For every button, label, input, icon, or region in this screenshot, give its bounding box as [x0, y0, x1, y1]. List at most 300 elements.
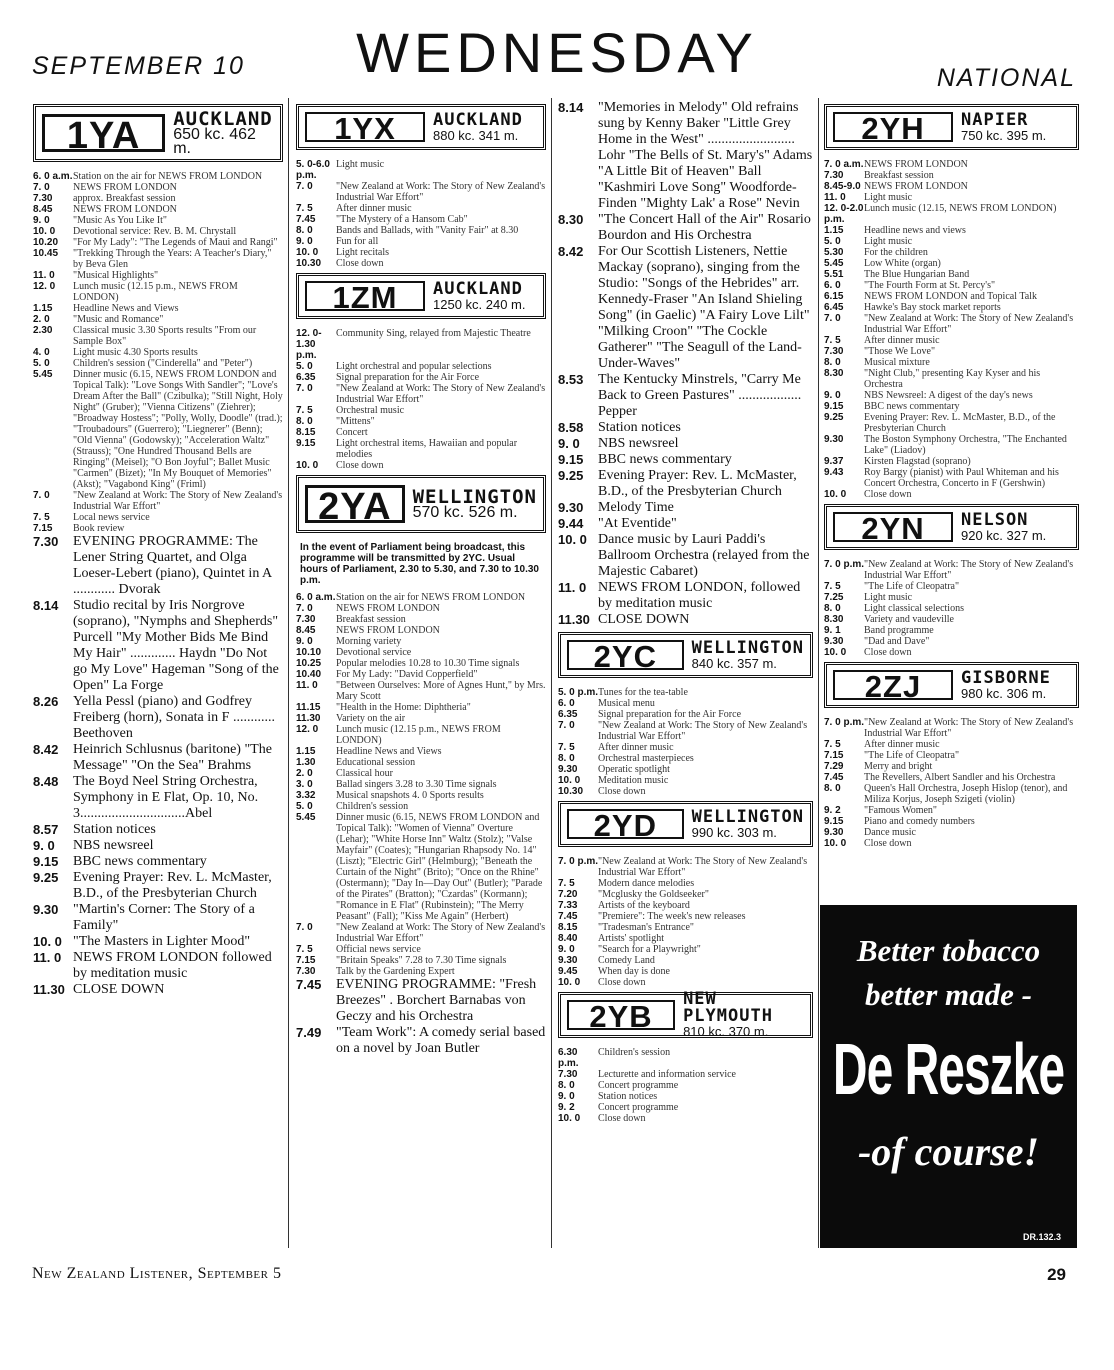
- schedule-time: 7. 5: [33, 512, 50, 523]
- schedule-description: Station on the air for NEWS FROM LONDON: [73, 171, 263, 182]
- station-frequency: 810 kc. 370 m.: [683, 1024, 769, 1039]
- schedule-item: [558, 436, 813, 452]
- schedule-description: Concert programme: [598, 1080, 679, 1091]
- schedule-time: 9.43: [824, 467, 844, 478]
- schedule-time: 7. 0: [558, 720, 575, 731]
- schedule-description: Melody Time: [598, 500, 674, 515]
- schedule-time: 6.35: [296, 372, 316, 383]
- schedule-description: "New Zealand at Work: The Story of New Zealand's Industrial War Effort": [864, 559, 1074, 581]
- schedule-time: 10. 0: [558, 977, 581, 988]
- schedule-time: 7.15: [824, 750, 844, 761]
- schedule-item: [296, 361, 546, 372]
- schedule-item: [824, 581, 1079, 592]
- schedule-time: 10.40: [296, 669, 322, 680]
- station-frequency: 920 kc. 327 m.: [961, 527, 1047, 543]
- schedule-item: [33, 512, 283, 523]
- schedule-time: 6.15: [824, 291, 844, 302]
- schedule-time: 9.25: [33, 870, 59, 885]
- schedule-item: [296, 757, 546, 768]
- station-city: WELLINGTON: [691, 637, 804, 658]
- schedule-description: Artists of the keyboard: [598, 900, 690, 911]
- schedule-description: "The Life of Cleopatra": [864, 581, 960, 592]
- schedule-item: [33, 270, 283, 281]
- schedule-item: [558, 612, 813, 628]
- schedule-time: 5. 0 p.m.: [558, 687, 599, 698]
- schedule-item: [296, 225, 546, 236]
- schedule-time: 10.30: [558, 786, 584, 797]
- schedule-time: 8. 0: [824, 357, 841, 368]
- schedule-description: Station on the air for NEWS FROM LONDON: [336, 592, 526, 603]
- schedule-description: Light music 4.30 Sports results: [73, 347, 198, 358]
- schedule-time: 10. 0: [296, 460, 319, 471]
- schedule-description: Light music: [864, 236, 913, 247]
- schedule-time: 7. 5: [558, 742, 575, 753]
- schedule-time: 7. 5: [824, 739, 841, 750]
- schedule-time: 5. 0: [296, 801, 313, 812]
- schedule-description: Local news service: [73, 512, 150, 523]
- schedule-description: Operatic spotlight: [598, 764, 670, 775]
- schedule-item: [824, 783, 1079, 805]
- schedule-description: Evening Prayer: Rev. L. McMaster, B.D., of the Presbyterian Church: [73, 870, 272, 901]
- schedule-time: 12. 0-2.0 p.m.: [824, 203, 864, 225]
- station-2yd: [558, 801, 813, 847]
- schedule-description: Lecturette and information service: [598, 1069, 736, 1080]
- schedule-time: 7. 5: [824, 335, 841, 346]
- schedule-item: [824, 412, 1079, 434]
- schedule-time: 7.30: [296, 966, 316, 977]
- station-frequency: 1250 kc. 240 m.: [433, 296, 526, 312]
- schedule-time: 5.45: [33, 369, 53, 380]
- schedule-time: 11. 0: [33, 270, 55, 281]
- schedule-item: [824, 280, 1079, 291]
- schedule-time: 8.30: [824, 614, 844, 625]
- schedule-time: 7.15: [296, 955, 316, 966]
- schedule-time: 7.45: [824, 772, 844, 783]
- schedule-description: "New Zealand at Work: The Story of New Zealand's Industrial War Effort": [336, 181, 546, 203]
- schedule-description: Community Sing, relayed from Majestic Theatre: [336, 328, 531, 339]
- station-2yc: [558, 632, 813, 678]
- schedule-item: [33, 171, 283, 182]
- schedule-description: "For My Lady": "The Legends of Maui and Rangi": [73, 237, 278, 248]
- schedule-time: 8.58: [558, 420, 584, 435]
- schedule-description: Yella Pessl (piano) and Godfrey Freiberg (horn), Sonata in F ............ Beethoven: [73, 694, 275, 741]
- station-city: WELLINGTON: [691, 806, 804, 827]
- schedule-description: Modern dance melodies: [598, 878, 695, 889]
- schedule-item: [824, 489, 1079, 500]
- schedule-list: [296, 328, 546, 471]
- station-2yh: [824, 104, 1079, 150]
- schedule-item: [824, 772, 1079, 783]
- schedule-item: [824, 636, 1079, 647]
- schedule-time: 10. 0: [33, 934, 62, 949]
- schedule-item: [824, 302, 1079, 313]
- schedule-item: [296, 625, 546, 636]
- schedule-description: "At Eventide": [598, 516, 677, 531]
- schedule-description: Heinrich Schlusnus (baritone) "The Message" "On the Sea" Brahms: [73, 742, 272, 773]
- schedule-time: 8.45-9.0: [824, 181, 861, 192]
- schedule-description: "New Zealand at Work: The Story of New Zealand's Industrial War Effort": [864, 313, 1074, 335]
- column-3: [558, 100, 813, 1124]
- schedule-item: [824, 816, 1079, 827]
- ad-line: Better tobacco: [856, 933, 1041, 968]
- schedule-description: The Kentucky Minstrels, "Carry Me Back to Green Pastures" .................. Pepper: [598, 372, 802, 419]
- schedule-item: [558, 911, 813, 922]
- schedule-item: [296, 977, 546, 1025]
- schedule-item: [33, 742, 283, 774]
- schedule-item: [824, 159, 1079, 170]
- schedule-description: Light classical selections: [864, 603, 964, 614]
- schedule-time: 5.45: [824, 258, 844, 269]
- schedule-description: Book review: [73, 523, 125, 534]
- schedule-item: [296, 247, 546, 258]
- schedule-description: Musical menu: [598, 698, 655, 709]
- schedule-time: 6.45: [824, 302, 844, 313]
- schedule-item: [33, 902, 283, 934]
- schedule-time: 7. 5: [558, 878, 575, 889]
- schedule-item: [824, 739, 1079, 750]
- schedule-item: [824, 269, 1079, 280]
- schedule-item: [296, 405, 546, 416]
- schedule-description: "Dad and Dave": [864, 636, 930, 647]
- schedule-time: 8.40: [558, 933, 578, 944]
- schedule-description: The Blue Hungarian Band: [864, 269, 970, 280]
- schedule-item: [296, 801, 546, 812]
- schedule-list: [824, 717, 1079, 849]
- schedule-item: [296, 669, 546, 680]
- schedule-description: Evening Prayer: Rev. L. McMaster, B.D., of the Presbyterian Church: [864, 412, 1056, 434]
- schedule-item: [296, 203, 546, 214]
- schedule-time: 9.30: [558, 500, 584, 515]
- schedule-time: 9.15: [824, 401, 844, 412]
- schedule-time: 7. 5: [296, 944, 313, 955]
- schedule-description: Band programme: [864, 625, 934, 636]
- schedule-item: [33, 193, 283, 204]
- schedule-description: NEWS FROM LONDON: [864, 159, 968, 170]
- schedule-item: [824, 291, 1079, 302]
- schedule-item: [824, 203, 1079, 225]
- schedule-item: [296, 955, 546, 966]
- schedule-time: 1.30: [296, 757, 316, 768]
- schedule-description: Headline news and views: [864, 225, 966, 236]
- schedule-description: Close down: [598, 786, 646, 797]
- schedule-time: 7. 0: [33, 490, 50, 501]
- schedule-description: NEWS FROM LONDON followed by meditation music: [73, 950, 272, 981]
- column-divider: [818, 98, 819, 1248]
- schedule-item: [558, 1091, 813, 1102]
- schedule-description: "Those We Love": [864, 346, 936, 357]
- schedule-description: Close down: [864, 489, 912, 500]
- schedule-item: [558, 720, 813, 742]
- schedule-item: [558, 977, 813, 988]
- schedule-item: [296, 258, 546, 269]
- schedule-description: The Boston Symphony Orchestra, "The Enchanted Lake" (Liadov): [864, 434, 1067, 456]
- schedule-description: Dinner music (6.15, NEWS FROM LONDON and Topical Talk): "Women of Vienna" Overture (Lehar); "White Horse Inn" Waltz (Stolz); "Valse Mayfair" (Coates); "Hungarian Rhapsody No. 14" (Liszt); "Electric Girl" (Helmburg); "Beneath the Curtain of the Night" (Brito); "Once on the Rhine" (Ostermann); "Day In—Day Out" (Butler); "Parade of the Pirates" (Bratton); "Czardas" (Kormann); "Romance in E Flat" (Rubinstein); "The Merry Peasant" (Fall); "Kiss Me Again" (Herbert): [336, 812, 543, 922]
- schedule-time: 9.30: [558, 955, 578, 966]
- schedule-item: [33, 281, 283, 303]
- schedule-time: 7.30: [824, 346, 844, 357]
- schedule-description: "Music As You Like It": [73, 215, 168, 226]
- schedule-time: 9.15: [33, 854, 59, 869]
- schedule-time: 7.45: [296, 977, 322, 992]
- schedule-time: 9.15: [296, 438, 316, 449]
- schedule-time: 8. 0: [558, 1080, 575, 1091]
- schedule-description: Children's session: [336, 801, 409, 812]
- schedule-time: 8. 0: [296, 225, 313, 236]
- schedule-time: 3.32: [296, 790, 316, 801]
- schedule-item: [824, 434, 1079, 456]
- schedule-item: [824, 390, 1079, 401]
- schedule-time: 7.15: [33, 523, 53, 534]
- schedule-time: 10. 0: [558, 775, 581, 786]
- schedule-item: [824, 368, 1079, 390]
- schedule-description: After dinner music: [598, 742, 674, 753]
- schedule-description: BBC news commentary: [598, 452, 732, 467]
- station-call-sign: 2YC: [567, 640, 684, 670]
- schedule-item: [558, 933, 813, 944]
- schedule-time: 9. 0: [558, 1091, 575, 1102]
- schedule-list: [558, 1047, 813, 1124]
- schedule-item: [824, 258, 1079, 269]
- schedule-time: 4. 0: [33, 347, 50, 358]
- schedule-list: [296, 159, 546, 269]
- schedule-time: 7.49: [296, 1025, 322, 1040]
- schedule-item: [558, 452, 813, 468]
- schedule-description: NEWS FROM LONDON: [73, 182, 177, 193]
- schedule-item: [296, 603, 546, 614]
- schedule-description: Headline News and Views: [73, 303, 179, 314]
- schedule-description: "New Zealand at Work: The Story of New Zealand's Industrial War Effort": [336, 922, 546, 944]
- header-date: SEPTEMBER 10: [32, 52, 245, 80]
- schedule-description: Close down: [864, 647, 912, 658]
- schedule-description: NBS newsreel: [73, 838, 154, 853]
- schedule-description: Bands and Ballads, with "Vanity Fair" at 8.30: [336, 225, 519, 236]
- schedule-time: 8.14: [33, 598, 59, 613]
- schedule-time: 1.15: [33, 303, 53, 314]
- schedule-item: [558, 764, 813, 775]
- schedule-item: [296, 614, 546, 625]
- schedule-item: [824, 717, 1079, 739]
- schedule-time: 9. 1: [824, 625, 841, 636]
- schedule-description: The Revellers, Albert Sandler and his Orchestra: [864, 772, 1056, 783]
- schedule-item: [824, 592, 1079, 603]
- schedule-item: [33, 870, 283, 902]
- station-2zj: [824, 662, 1079, 708]
- column-divider: [551, 98, 552, 1248]
- schedule-time: 6.35: [558, 709, 578, 720]
- schedule-description: Breakfast session: [864, 170, 934, 181]
- station-frequency: 650 kc. 462 m.: [173, 125, 256, 157]
- schedule-description: "The Life of Cleopatra": [864, 750, 960, 761]
- schedule-list: [296, 977, 546, 1057]
- schedule-description: Light orchestral items, Hawaiian and popular melodies: [336, 438, 518, 460]
- schedule-time: 7. 0: [296, 181, 313, 192]
- schedule-item: [824, 357, 1079, 368]
- schedule-item: [824, 603, 1079, 614]
- schedule-item: [33, 204, 283, 215]
- schedule-item: [33, 934, 283, 950]
- station-call-sign: 1YX: [305, 112, 425, 142]
- column-divider: [288, 98, 289, 1248]
- parliament-note: In the event of Parliament being broadcast, this programme will be transmitted by 2YC. Usual hours of Parliament, 2.30 to 5.30, and 7.30 to 10.30 p.m.: [300, 542, 539, 586]
- schedule-description: Close down: [598, 977, 646, 988]
- schedule-item: [558, 372, 813, 420]
- schedule-item: [296, 214, 546, 225]
- schedule-description: Concert programme: [598, 1102, 679, 1113]
- schedule-item: [824, 181, 1079, 192]
- station-city: NAPIER: [961, 109, 1029, 130]
- station-call-sign: 2YH: [833, 112, 953, 142]
- schedule-item: [558, 775, 813, 786]
- schedule-description: Station notices: [73, 822, 156, 837]
- schedule-description: Hawke's Bay stock market reports: [864, 302, 1001, 313]
- schedule-time: 5.45: [296, 812, 316, 823]
- schedule-time: 10. 0: [824, 489, 847, 500]
- schedule-item: [824, 838, 1079, 849]
- schedule-time: 5.51: [824, 269, 844, 280]
- schedule-item: [296, 372, 546, 383]
- schedule-item: [558, 516, 813, 532]
- schedule-description: Variety on the air: [336, 713, 406, 724]
- schedule-description: "New Zealand at Work: The Story of New Zealand's Industrial War Effort": [336, 383, 546, 405]
- page-number: 29: [1047, 1265, 1066, 1284]
- schedule-time: 10.25: [296, 658, 322, 669]
- column-1: [33, 100, 283, 998]
- schedule-description: Orchestral music: [336, 405, 405, 416]
- schedule-item: [33, 226, 283, 237]
- schedule-item: [296, 724, 546, 746]
- station-city: AUCKLAND: [173, 107, 273, 130]
- schedule-description: Talk by the Gardening Expert: [336, 966, 455, 977]
- schedule-time: 7. 0: [296, 383, 313, 394]
- schedule-item: [33, 347, 283, 358]
- schedule-time: 11.30: [296, 713, 321, 724]
- schedule-item: [824, 456, 1079, 467]
- schedule-description: For the children: [864, 247, 928, 258]
- schedule-time: 10. 0: [296, 247, 319, 258]
- schedule-description: Tunes for the tea-table: [598, 687, 688, 698]
- schedule-item: [33, 369, 283, 490]
- schedule-time: 7. 5: [296, 405, 313, 416]
- schedule-item: [296, 383, 546, 405]
- schedule-time: 5. 0: [824, 236, 841, 247]
- tobacco-advertisement: [820, 905, 1077, 1248]
- schedule-time: 7. 0 a.m.: [824, 159, 864, 170]
- station-frequency: 880 kc. 341 m.: [433, 127, 519, 143]
- schedule-description: NEWS FROM LONDON: [73, 204, 177, 215]
- schedule-time: 7. 0 p.m.: [824, 717, 865, 728]
- schedule-description: NEWS FROM LONDON: [864, 181, 968, 192]
- schedule-item: [824, 335, 1079, 346]
- schedule-description: "Famous Women": [864, 805, 938, 816]
- schedule-description: Close down: [598, 1113, 646, 1124]
- schedule-item: [33, 182, 283, 193]
- schedule-description: Dance music by Lauri Paddi's Ballroom Orchestra (relayed from the Majestic Cabaret): [598, 532, 810, 579]
- schedule-description: Close down: [336, 258, 384, 269]
- schedule-item: [558, 786, 813, 797]
- schedule-description: For Our Scottish Listeners, Nettie Mackay (soprano), singing from the Studio: "Songs of the Hebrides" arr. Kennedy-Fraser "An Island Shieling Song" (in Gaelic) "A Fairy Love Lilt" "Milking Croon" "The Cockle Gatherer" "The Seagull of the Land-Under-Waves": [598, 244, 810, 371]
- schedule-description: Low White (organ): [864, 258, 941, 269]
- schedule-description: "Musical Highlights": [73, 270, 159, 281]
- station-city: NELSON: [961, 509, 1029, 530]
- schedule-description: BBC news commentary: [864, 401, 960, 412]
- schedule-time: 3. 0: [296, 779, 313, 790]
- schedule-item: [33, 982, 283, 998]
- schedule-item: [33, 822, 283, 838]
- schedule-time: 7.30: [296, 614, 316, 625]
- schedule-time: 11. 0: [824, 192, 846, 203]
- schedule-item: [296, 944, 546, 955]
- footer-publication: New Zealand Listener, September 5: [32, 1265, 282, 1282]
- schedule-description: Classical hour: [336, 768, 393, 779]
- schedule-time: 11. 0: [296, 680, 318, 691]
- schedule-item: [296, 636, 546, 647]
- schedule-time: 8.42: [558, 244, 584, 259]
- schedule-description: For My Lady: "David Copperfield": [336, 669, 478, 680]
- schedule-time: 2. 0: [33, 314, 50, 325]
- schedule-time: 7. 0: [33, 182, 50, 193]
- schedule-description: Station notices: [598, 420, 681, 435]
- schedule-time: 10. 0: [558, 1113, 581, 1124]
- schedule-time: 8.30: [558, 212, 584, 227]
- schedule-item: [296, 658, 546, 669]
- schedule-item: [558, 100, 813, 212]
- schedule-description: "The Mystery of a Hansom Cab": [336, 214, 468, 225]
- schedule-item: [558, 212, 813, 244]
- schedule-time: 7.45: [558, 911, 578, 922]
- schedule-item: [33, 774, 283, 822]
- schedule-item: [296, 746, 546, 757]
- schedule-time: 9. 0: [296, 636, 313, 647]
- schedule-item: [558, 1080, 813, 1091]
- schedule-time: 8.30: [824, 368, 844, 379]
- schedule-description: CLOSE DOWN: [73, 982, 165, 997]
- schedule-time: 12. 0-1.30 p.m.: [296, 328, 322, 361]
- schedule-time: 7.30: [558, 1069, 578, 1080]
- schedule-description: Light recitals: [336, 247, 390, 258]
- column-2: [296, 100, 546, 1057]
- schedule-item: [558, 966, 813, 977]
- schedule-item: [558, 1102, 813, 1113]
- schedule-time: 7. 5: [296, 203, 313, 214]
- schedule-description: Piano and comedy numbers: [864, 816, 975, 827]
- station-call-sign: 2ZJ: [833, 670, 953, 700]
- schedule-description: After dinner music: [864, 739, 940, 750]
- schedule-time: 5. 0-6.0 p.m.: [296, 159, 330, 181]
- schedule-item: [296, 647, 546, 658]
- schedule-time: 8.14: [558, 100, 584, 115]
- schedule-time: 11. 0: [33, 950, 62, 965]
- schedule-item: [558, 900, 813, 911]
- schedule-description: "Tradesman's Entrance": [598, 922, 694, 933]
- schedule-time: 9.25: [824, 412, 844, 423]
- station-call-sign: 1ZM: [305, 281, 425, 311]
- schedule-time: 2. 0: [296, 768, 313, 779]
- station-city: AUCKLAND: [433, 278, 523, 299]
- schedule-time: 9.44: [558, 516, 584, 531]
- schedule-item: [296, 702, 546, 713]
- station-frequency: 750 kc. 395 m.: [961, 127, 1047, 143]
- schedule-time: 8.57: [33, 822, 59, 837]
- schedule-item: [558, 709, 813, 720]
- schedule-time: 7.33: [558, 900, 578, 911]
- ad-line: -of course!: [857, 1129, 1040, 1174]
- station-1zm: [296, 273, 546, 319]
- schedule-description: Children's session: [598, 1047, 671, 1058]
- schedule-description: "Premiere": The week's new releases: [598, 911, 746, 922]
- schedule-time: 9. 0: [33, 215, 50, 226]
- schedule-time: 9.15: [558, 452, 584, 467]
- schedule-description: Dinner music (6.15, NEWS FROM LONDON and Topical Talk): "Love Songs With Sandler"; "Love's Dream After the Ball" (Czibulka); "Still Night, Holy Night" (Gruber); "Vienna Citizens" (Ziehrer); "Broadway Hostess"; "Polly, Wolly, Doodle" (trad.); "Troubadours" (Guerrero); "Liegnerer" (Benn); "Old Vienna" (Godowsky); "Acceleration Waltz" (Strauss); "One Hundred Thousand Bells are Ringing" (Meisel); "O Bon Joyful"; Ballet Music "Carmen" (Bizet); "In My Bouquet of Memories" (Akst); "Vagabond King" (Friml): [73, 369, 283, 490]
